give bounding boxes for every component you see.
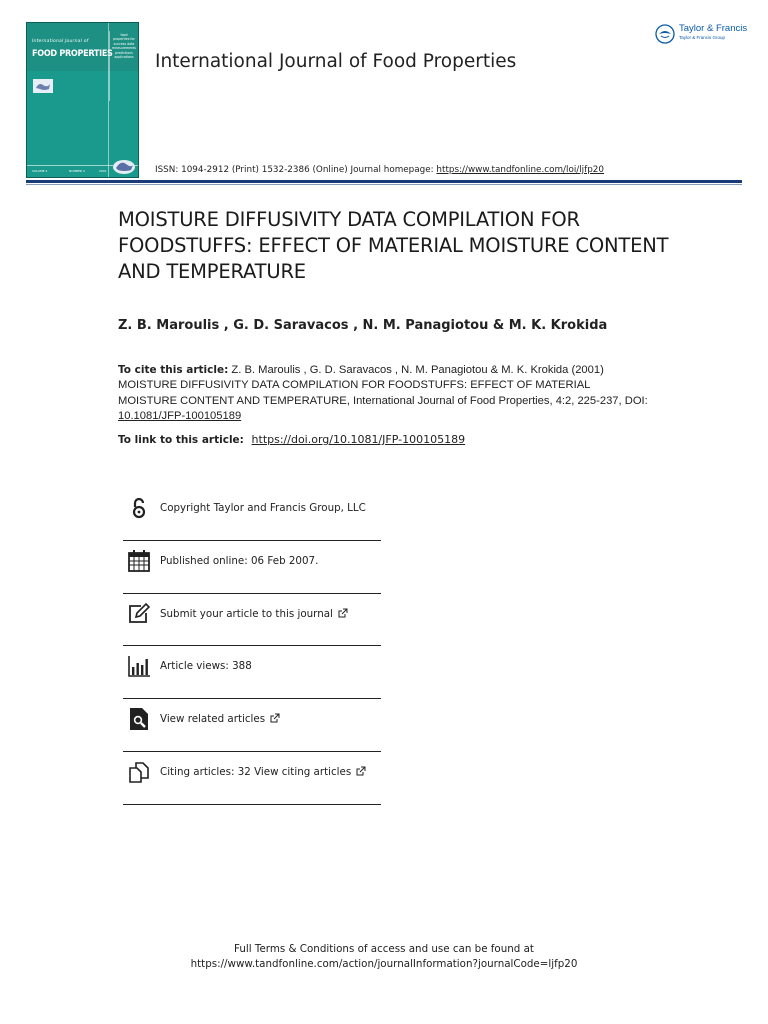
article-link-label: To link to this article: xyxy=(118,434,248,446)
footer xyxy=(0,942,768,972)
journal-title: International Journal of Food Properties xyxy=(155,51,517,72)
external-link-icon xyxy=(270,713,280,723)
info-submit-text: Submit your article to this journal xyxy=(160,607,333,620)
cover-side-text: food properties for success data measurements predictions applications xyxy=(109,31,138,101)
article-authors: Z. B. Maroulis , G. D. Saravacos , N. M. Panagiotou & M. K. Krokida xyxy=(118,318,608,333)
taylor-francis-logo xyxy=(655,22,747,46)
info-related-link[interactable] xyxy=(160,713,280,725)
cover-series: International Journal of xyxy=(32,39,89,44)
citation-text: Z. B. Maroulis , G. D. Saravacos , N. M. Panagiotou & M. K. Krokida (2001) MOISTURE DIFFUSIVITY DATA COMPILATION FOR FOODSTUFFS: EFFECT OF MATERIAL MOISTURE CONTENT AND TEMPERATURE, International Journal of Food Properties, 4:2, 225-237, DOI: xyxy=(118,364,648,407)
footer-terms-url[interactable]: https://www.tandfonline.com/action/journalInformation?journalCode=ljfp20 xyxy=(190,958,578,970)
info-citing-text: Citing articles: 32 View citing articles xyxy=(160,765,352,778)
edit-icon xyxy=(127,602,151,626)
cover-emblem-icon xyxy=(112,155,136,175)
issn-line xyxy=(155,165,604,175)
cover-issue: NUMBER 2 xyxy=(69,169,85,173)
header-rule-thin xyxy=(26,184,742,185)
article-info-list xyxy=(123,488,381,805)
article-link-line xyxy=(118,433,465,446)
info-submit-link[interactable] xyxy=(160,608,348,620)
journal-cover xyxy=(26,22,139,178)
publisher-group: Taylor & Francis Group xyxy=(679,35,726,40)
cover-volume: VOLUME 4 xyxy=(32,169,48,173)
footer-line1: Full Terms & Conditions of access and use can be found at xyxy=(234,943,534,955)
info-published-text: Published online: 06 Feb 2007. xyxy=(160,554,319,567)
info-row-published xyxy=(123,541,381,594)
citation-label: To cite this article: xyxy=(118,364,229,376)
info-row-citing[interactable] xyxy=(123,752,381,805)
taylor-francis-logo-icon xyxy=(655,24,675,44)
info-row-related[interactable] xyxy=(123,699,381,752)
article-doi-url[interactable]: https://doi.org/10.1081/JFP-100105189 xyxy=(251,433,466,446)
cover-title: FOOD PROPERTIES xyxy=(32,49,113,59)
external-link-icon xyxy=(338,608,348,618)
info-row-copyright xyxy=(123,488,381,541)
citation-block xyxy=(118,363,648,424)
bar-chart-icon xyxy=(127,654,151,678)
cover-year: 2001 xyxy=(99,169,107,173)
external-link-icon xyxy=(356,766,366,776)
citation-doi-link[interactable]: 10.1081/JFP-100105189 xyxy=(118,409,242,422)
publisher-name: Taylor & Francis xyxy=(679,23,748,34)
issn-text: ISSN: 1094-2912 (Print) 1532-2386 (Online) Journal homepage: xyxy=(155,165,437,175)
info-related-text: View related articles xyxy=(160,713,266,726)
search-document-icon xyxy=(127,707,151,731)
calendar-icon xyxy=(127,549,151,573)
journal-homepage-link[interactable]: https://www.tandfonline.com/loi/ljfp20 xyxy=(436,165,605,175)
info-row-views xyxy=(123,646,381,699)
article-title: MOISTURE DIFFUSIVITY DATA COMPILATION FOR FOODSTUFFS: EFFECT OF MATERIAL MOISTURE CONTENT AND TEMPERATURE xyxy=(118,208,669,283)
info-citing-link[interactable] xyxy=(160,766,366,778)
header-rule xyxy=(26,180,742,183)
open-access-icon xyxy=(127,496,151,520)
info-copyright-text: Copyright Taylor and Francis Group, LLC xyxy=(160,502,366,514)
info-row-submit[interactable] xyxy=(123,594,381,647)
info-views-text: Article views: 388 xyxy=(160,660,252,673)
citing-icon xyxy=(127,760,151,784)
cover-illustration-icon xyxy=(33,79,53,93)
